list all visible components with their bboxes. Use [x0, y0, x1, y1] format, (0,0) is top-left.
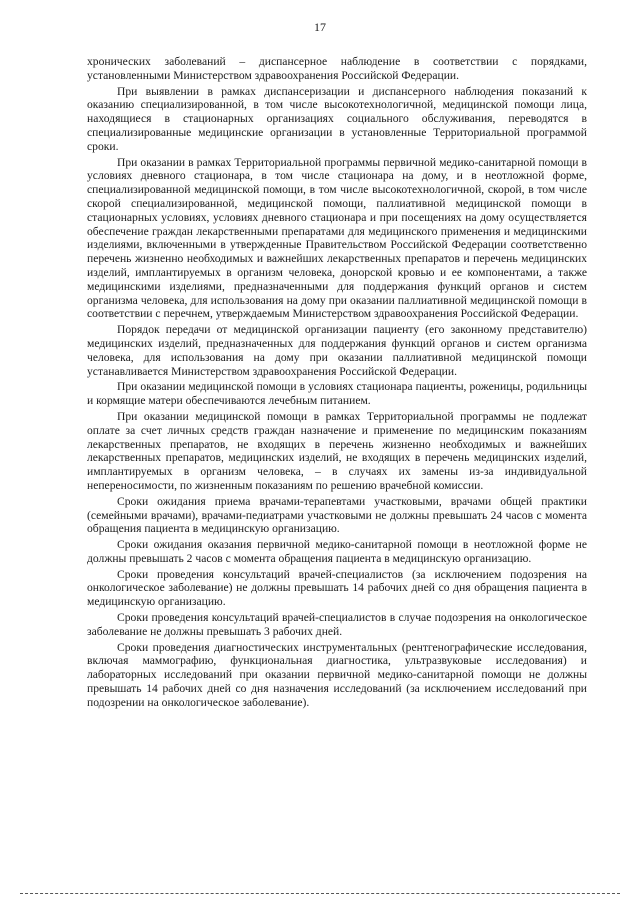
paragraph: Сроки проведения консультаций врачей-специалистов в случае подозрения на онкологическое заболевание не должны превышать 3 рабочих дней. [87, 611, 587, 638]
paragraph: Сроки проведения консультаций врачей-специалистов (за исключением подозрения на онкологическое заболевание) не должны превышать 14 рабочих дней со дня обращения пациента в медицинскую организацию. [87, 567, 587, 609]
paragraph: При оказании медицинской помощи в условиях стационара пациенты, роженицы, родильницы и кормящие матери обеспечиваются лечебным питанием. [87, 380, 587, 408]
paragraph: Порядок передачи от медицинской организации пациенту (его законному представителю) медицинских изделий, предназначенных для поддержания функций органов и систем организма человека, для использования на дому при оказании паллиативной медицинской помощи устанавливается Министерством здравоохранения Российской Федерации. [87, 323, 587, 378]
scan-edge-line [20, 893, 620, 894]
paragraph: Сроки проведения диагностических инструментальных (рентгенографические исследования, включая маммографию, функциональная диагностика, ультразвуковые исследования) и лабораторных исследований при оказании первичной медико-санитарной помощи не должны превышать 14 рабочих дней со дня назначения исследований (за исключением исследований при подозрении на онкологическое заболевание). [87, 640, 587, 709]
page-number: 17 [314, 20, 326, 34]
paragraph: Сроки ожидания приема врачами-терапевтами участковыми, врачами общей практики (семейными врачами), врачами-педиатрами участковыми не должны превышать 24 часов с момента обращения пациента в медицинскую организацию. [87, 494, 587, 536]
paragraph: При выявлении в рамках диспансеризации и диспансерного наблюдения показаний к оказанию специализированной, в том числе высокотехнологичной, медицинской помощи лица, находящиеся в стационарных организациях социального обслуживания, переводятся в специализированные медицинские организации в установленные Территориальной программой сроки. [87, 84, 587, 153]
document-body [87, 55, 587, 712]
paragraph: При оказании в рамках Территориальной программы первичной медико-санитарной помощи в условиях дневного стационара, в том числе стационара на дому, и в неотложной форме, специализированной медицинской помощи, в том числе высокотехнологичной, скорой, в том числе скорой специализированной, медицинской помощи, паллиативной медицинской помощи в стационарных условиях, условиях дневного стационара и при посещениях на дому осуществляется обеспечение граждан лекарственными препаратами для медицинского применения и медицинскими изделиями, включенными в утвержденные Правительством Российской Федерации соответственно перечень жизненно необходимых и важнейших лекарственных препаратов и перечень медицинских изделий, имплантируемых в организм человека, донорской кровью и ее компонентами, а также медицинскими изделиями, предназначенными для поддержания функций органов и систем организма человека, для использования на дому при оказании паллиативной медицинской помощи в соответствии с перечнем, утверждаемым Министерством здравоохранения Российской Федерации. [87, 155, 587, 321]
paragraph: хронических заболеваний – диспансерное наблюдение в соответствии с порядками, установленными Министерством здравоохранения Российской Федерации. [87, 55, 587, 82]
paragraph: При оказании медицинской помощи в рамках Территориальной программы не подлежат оплате за счет личных средств граждан назначение и применение по медицинским показаниям лекарственных препаратов, не входящих в перечень жизненно необходимых и важнейших лекарственных препаратов, медицинских изделий, не входящих в перечень медицинских изделий, имплантируемых в организм человека, – в случаях их замены из-за индивидуальной непереносимости, по жизненным показаниям по решению врачебной комиссии. [87, 409, 587, 492]
paragraph: Сроки ожидания оказания первичной медико-санитарной помощи в неотложной форме не должны превышать 2 часов с момента обращения пациента в медицинскую организацию. [87, 538, 587, 565]
